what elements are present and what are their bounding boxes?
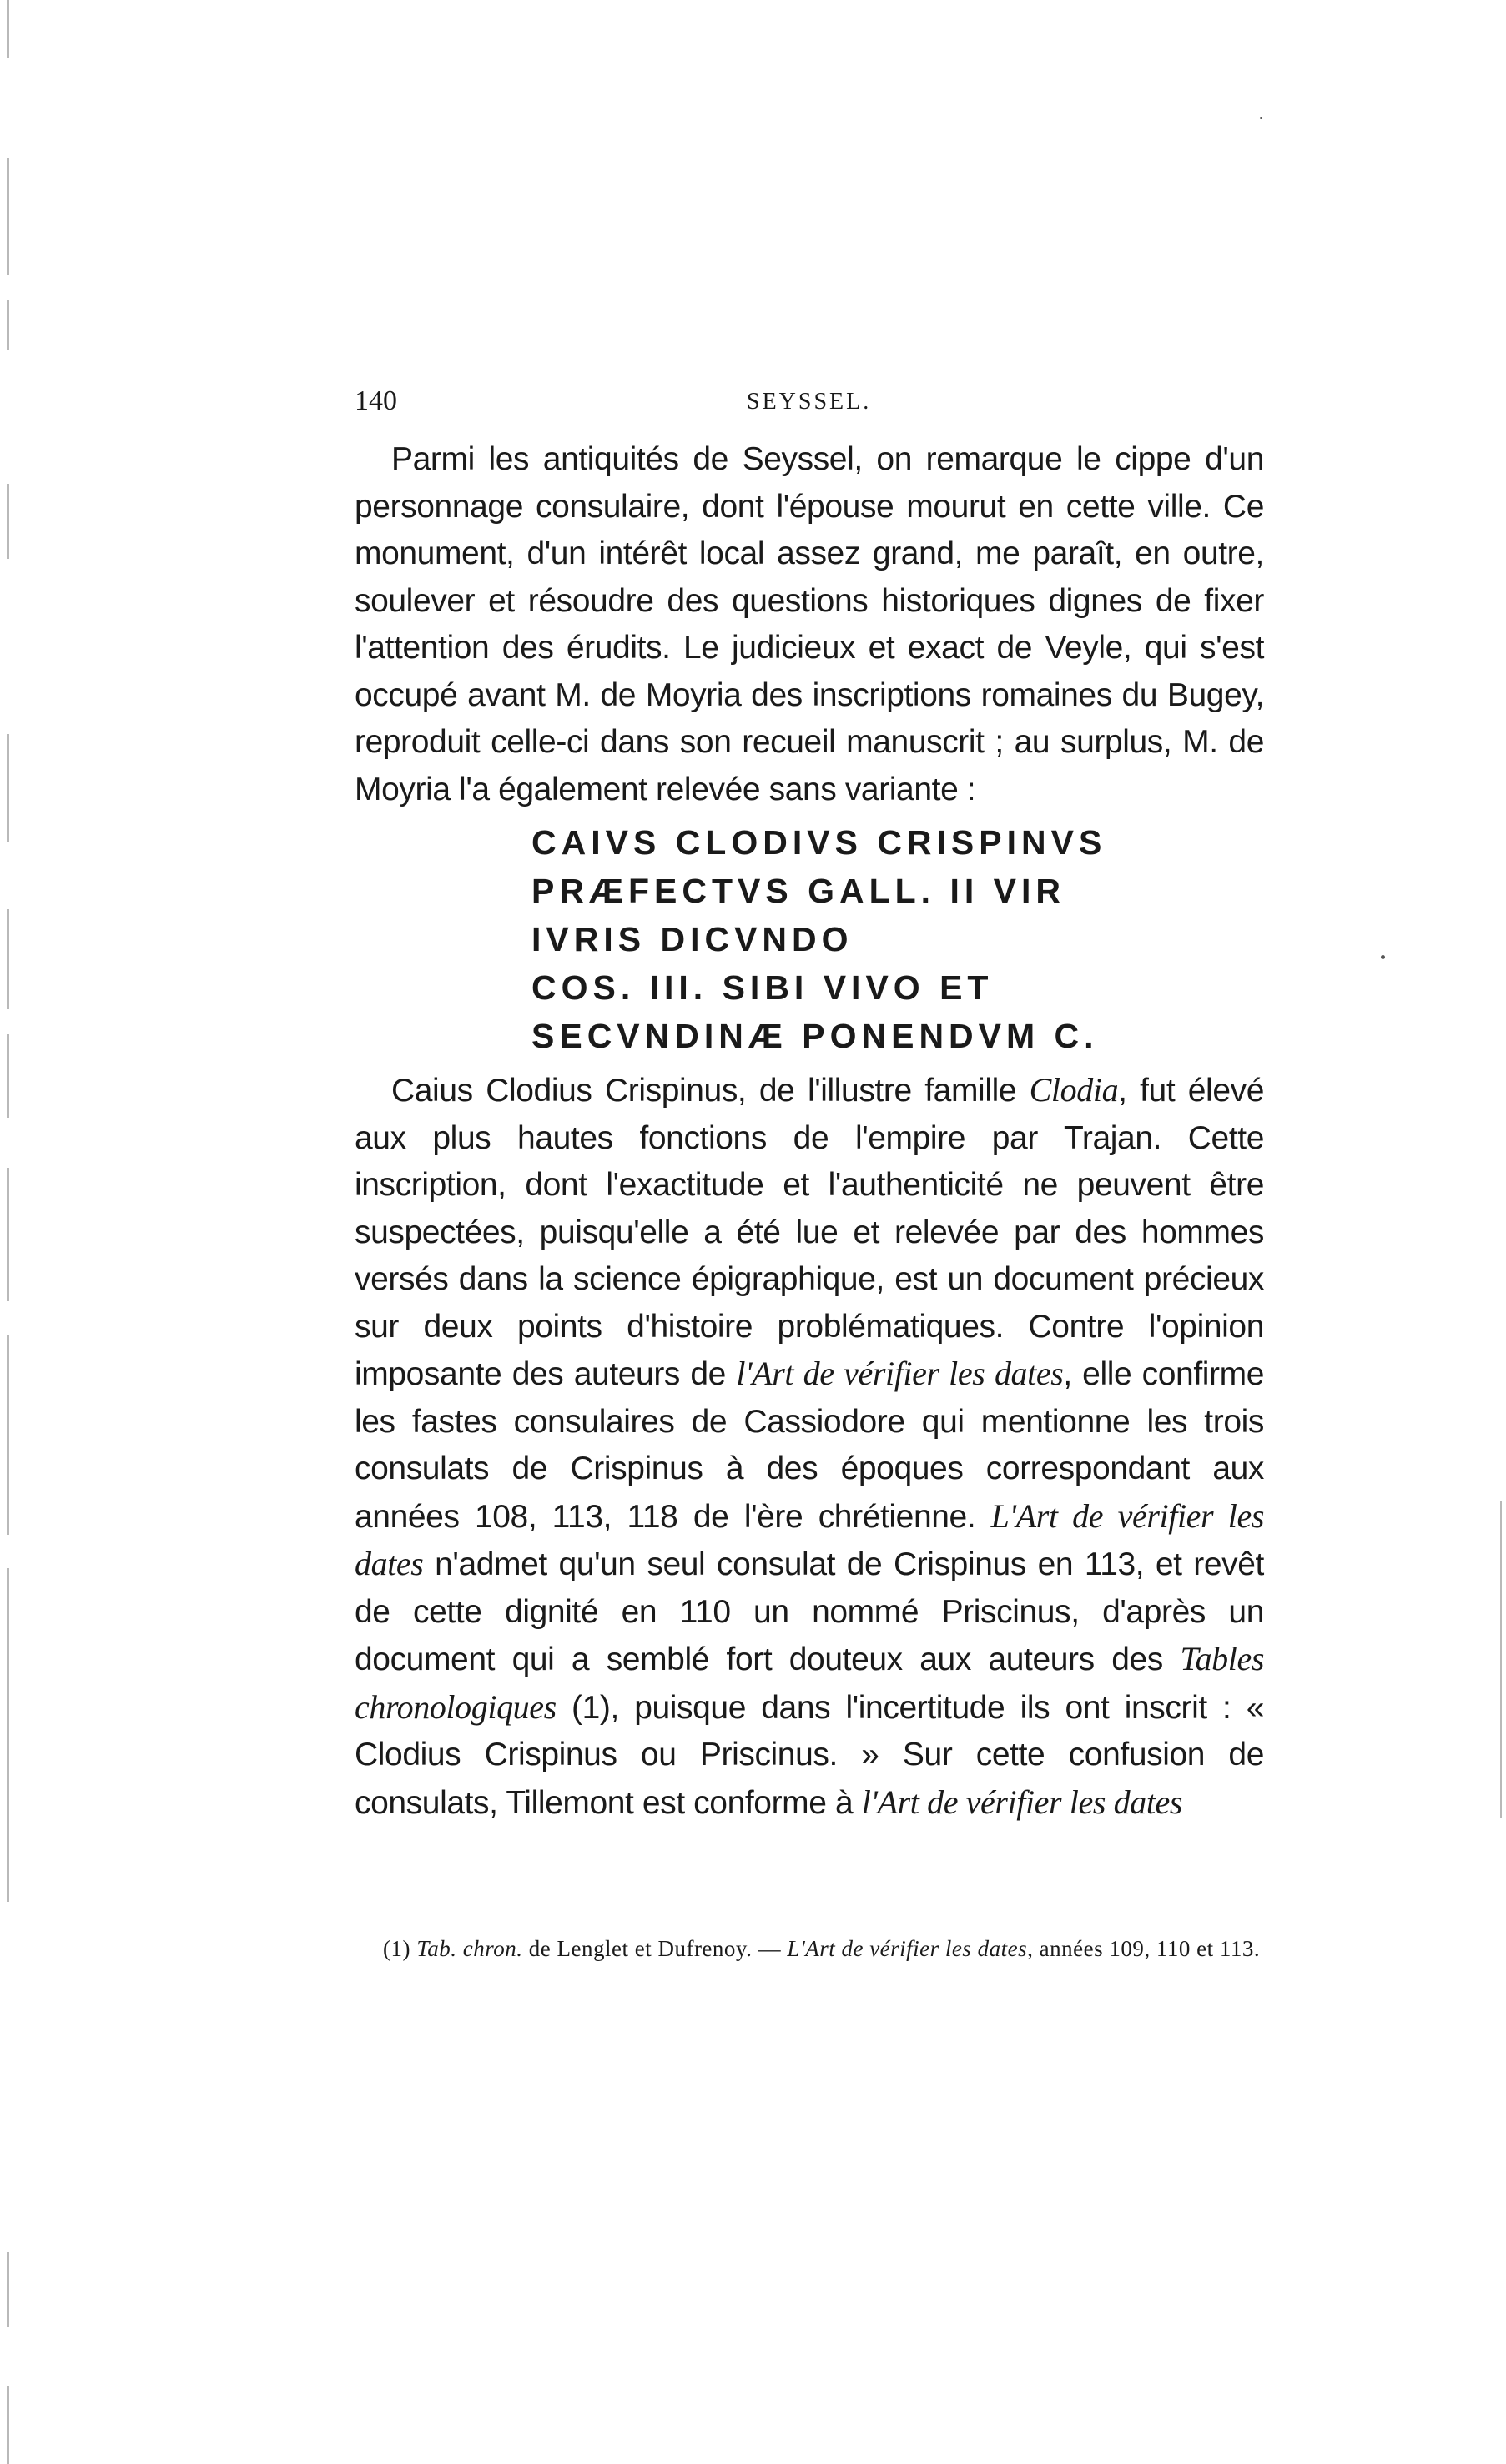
inscription-line: CAIVS CLODIVS CRISPINVS xyxy=(531,823,1107,862)
italic-run: Tables chronologiques xyxy=(355,1640,1264,1726)
inscription-line: SECVNDINÆ PONENDVM C. xyxy=(531,1017,1099,1055)
scan-edge-mark xyxy=(7,1335,9,1535)
page-header xyxy=(355,385,1272,419)
scan-edge-mark xyxy=(7,2386,9,2464)
paragraph-commentary xyxy=(355,1067,1264,1827)
scan-edge-mark xyxy=(1500,1501,1502,1818)
scan-edge-mark xyxy=(7,158,9,275)
footnote xyxy=(355,1927,1264,1970)
text-run: (1), puisque dans l'incertitude ils ont inscrit : « Clodius Crispinus ou Priscinus. » Sur cette confusion de consulats, Tillemont est conforme à xyxy=(355,1689,1264,1821)
italic-run: l'Art de vérifier les dates xyxy=(861,1783,1183,1821)
scan-edge-mark xyxy=(7,484,9,559)
scan-speck xyxy=(1260,117,1262,119)
scan-edge-mark xyxy=(7,1034,9,1118)
running-head: SEYSSEL. xyxy=(747,389,872,415)
text-run: Caius Clodius Crispinus, de l'illustre famille xyxy=(391,1073,1030,1109)
paragraph-intro: Parmi les antiquités de Seyssel, on remarque le cippe d'un personnage consulaire, dont l'épouse mourut en cette ville. Ce monument, d'un intérêt local assez grand, me paraît, en outre, soulever et résoudre des questions historiques dignes de fixer l'attention des érudits. Le judicieux et exact de Veyle, qui s'est occupé avant M. de Moyria des inscriptions romaines du Bugey, reproduit celle-ci dans son recueil manuscrit ; au surplus, M. de Moyria l'a également relevée sans variante : xyxy=(355,441,1264,807)
text-run: , fut élevé aux plus hautes fonctions de l'empire par Trajan. Cette inscription, dont l'exactitude et l'authenticité ne peuvent être suspectées, puisqu'elle a été lue et relevée par des hommes versés dans la science épigraphique, est un document précieux sur deux points d'histoire problématiques. Contre l'opinion imposante des auteurs de xyxy=(355,1073,1265,1392)
text-run: , elle confirme les fastes consulaires de Cassiodore qui mentionne les trois consulats de Crispinus à des époques correspondant aux années 108, 113, 118 de l'ère chrétienne. xyxy=(355,1356,1264,1535)
scan-edge-mark xyxy=(7,1568,9,1902)
text-run: de Lenglet et Dufrenoy. — xyxy=(522,1936,788,1961)
scan-edge-mark xyxy=(7,909,9,1009)
text-run: n'admet qu'un seul consulat de Crispinus en 113, et revêt de cette dignité en 110 un nommé Priscinus, d'après un document qui a semblé fort douteux aux auteurs des xyxy=(355,1546,1264,1677)
latin-inscription xyxy=(531,818,1264,1060)
inscription-line: COS. III. SIBI VIVO ET xyxy=(531,968,994,1007)
scan-edge-mark xyxy=(7,300,9,350)
scan-speck xyxy=(1381,955,1385,959)
scan-edge-mark xyxy=(7,1168,9,1301)
italic-run: Clodia xyxy=(1029,1071,1119,1109)
scan-edge-mark xyxy=(7,2252,9,2327)
scan-edge-mark xyxy=(7,0,9,58)
footnote-marker: (1) xyxy=(383,1936,417,1961)
italic-run: Tab. chron. xyxy=(416,1936,523,1961)
scan-edge-mark xyxy=(7,734,9,842)
italic-run: L'Art de vérifier les dates xyxy=(355,1496,1265,1582)
italic-run: l'Art de vérifier les dates xyxy=(736,1355,1064,1392)
inscription-line: IVRIS DICVNDO xyxy=(531,920,854,958)
text-run: , années 109, 110 et 113. xyxy=(1027,1936,1261,1961)
page-number: 140 xyxy=(355,385,397,416)
inscription-line: PRÆFECTVS GALL. II VIR xyxy=(531,872,1065,910)
body-text xyxy=(355,436,1264,1827)
italic-run: L'Art de vérifier les dates xyxy=(787,1936,1028,1961)
